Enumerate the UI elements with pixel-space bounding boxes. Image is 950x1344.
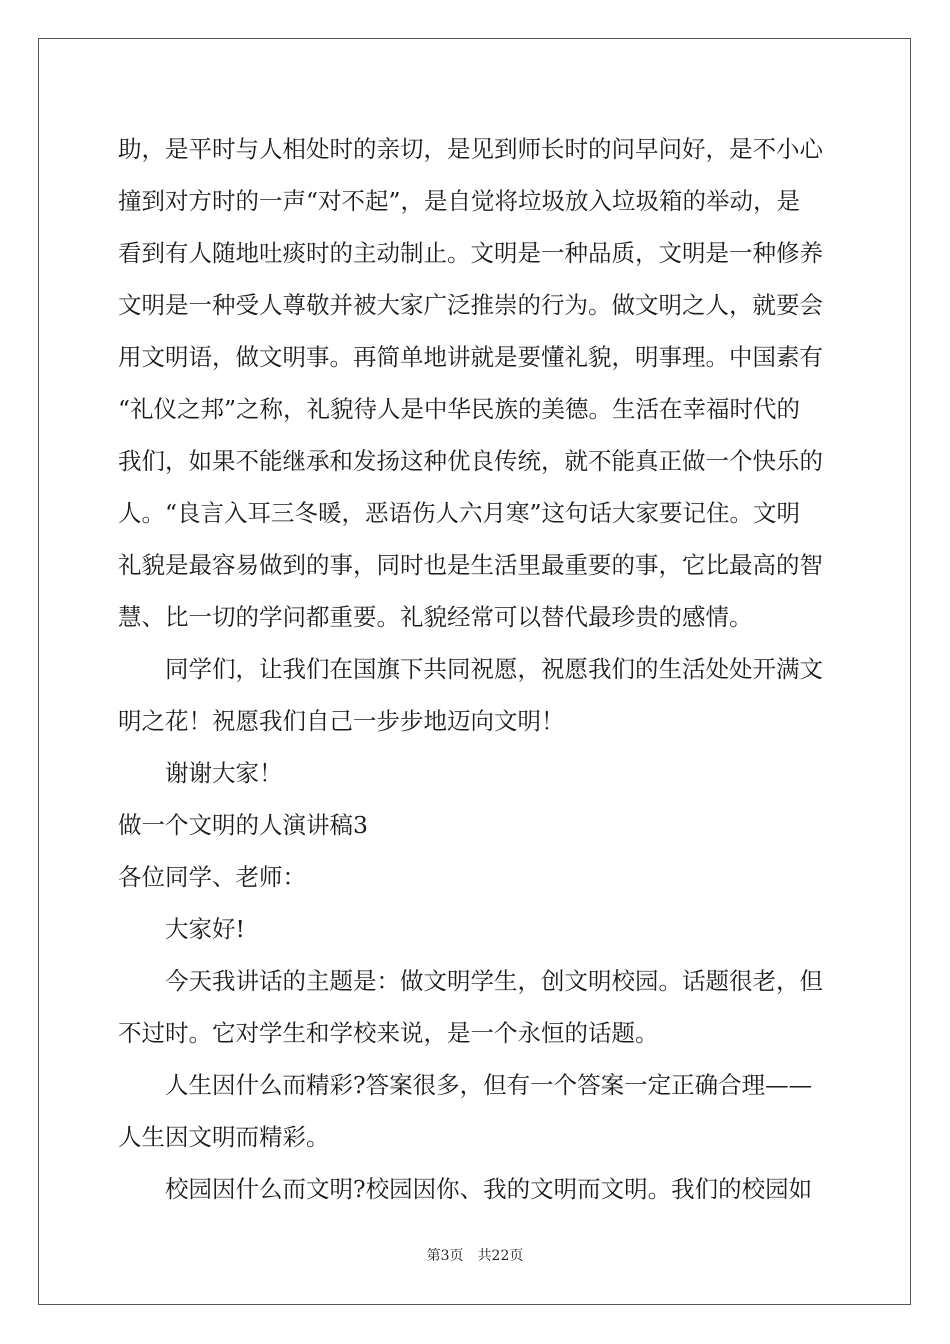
- paragraph-first-line: 今天我讲话的主题是：做文明学生，创文明校园。话题很老，但: [165, 967, 823, 995]
- text-line: 用文明语，做文明事。再简单地讲就是要懂礼貌，明事理。中国素有: [118, 343, 823, 371]
- text-line: 明之花！祝愿我们自己一步步地迈向文明！: [118, 707, 565, 735]
- text-line: 我们，如果不能继承和发扬这种优良传统，就不能真正做一个快乐的: [118, 447, 823, 475]
- text-line: 人生因文明而精彩。: [118, 1123, 330, 1151]
- text-line: 撞到对方时的一声“对不起”，是自觉将垃圾放入垃圾箱的举动，是: [118, 187, 801, 215]
- paragraph-first-line: 谢谢大家！: [165, 759, 283, 787]
- text-line: 慧、比一切的学问都重要。礼貌经常可以替代最珍贵的感情。: [118, 603, 753, 631]
- paragraph-first-line: 校园因什么而文明?校园因你、我的文明而文明。我们的校园如: [165, 1175, 813, 1203]
- section-title: 做一个文明的人演讲稿3: [118, 811, 368, 839]
- paragraph-first-line: 同学们，让我们在国旗下共同祝愿，祝愿我们的生活处处开满文: [165, 655, 823, 683]
- page-footer: [0, 1247, 950, 1265]
- text-line: 礼貌是最容易做到的事，同时也是生活里最重要的事，它比最高的智: [118, 551, 823, 579]
- text-line: 看到有人随地吐痰时的主动制止。文明是一种品质，文明是一种修养: [118, 239, 823, 267]
- greeting: 大家好!: [165, 915, 245, 943]
- text-line: 不过时。它对学生和学校来说，是一个永恒的话题。: [118, 1019, 659, 1047]
- text-line: 助，是平时与人相处时的亲切，是见到师长时的问早问好，是不小心: [118, 135, 823, 163]
- salutation: 各位同学、老师：: [118, 863, 306, 891]
- page-total: 共22页: [477, 1248, 524, 1264]
- text-line: 文明是一种受人尊敬并被大家广泛推崇的行为。做文明之人，就要会: [118, 291, 823, 319]
- text-line: “礼仪之邦”之称，礼貌待人是中华民族的美德。生活在幸福时代的: [118, 395, 801, 423]
- text-line: 人。“良言入耳三冬暖，恶语伤人六月寒”这句话大家要记住。文明: [118, 499, 801, 527]
- page-number: 第3页: [426, 1248, 464, 1264]
- paragraph-first-line: 人生因什么而精彩?答案很多，但有一个答案一定正确合理——: [165, 1071, 813, 1099]
